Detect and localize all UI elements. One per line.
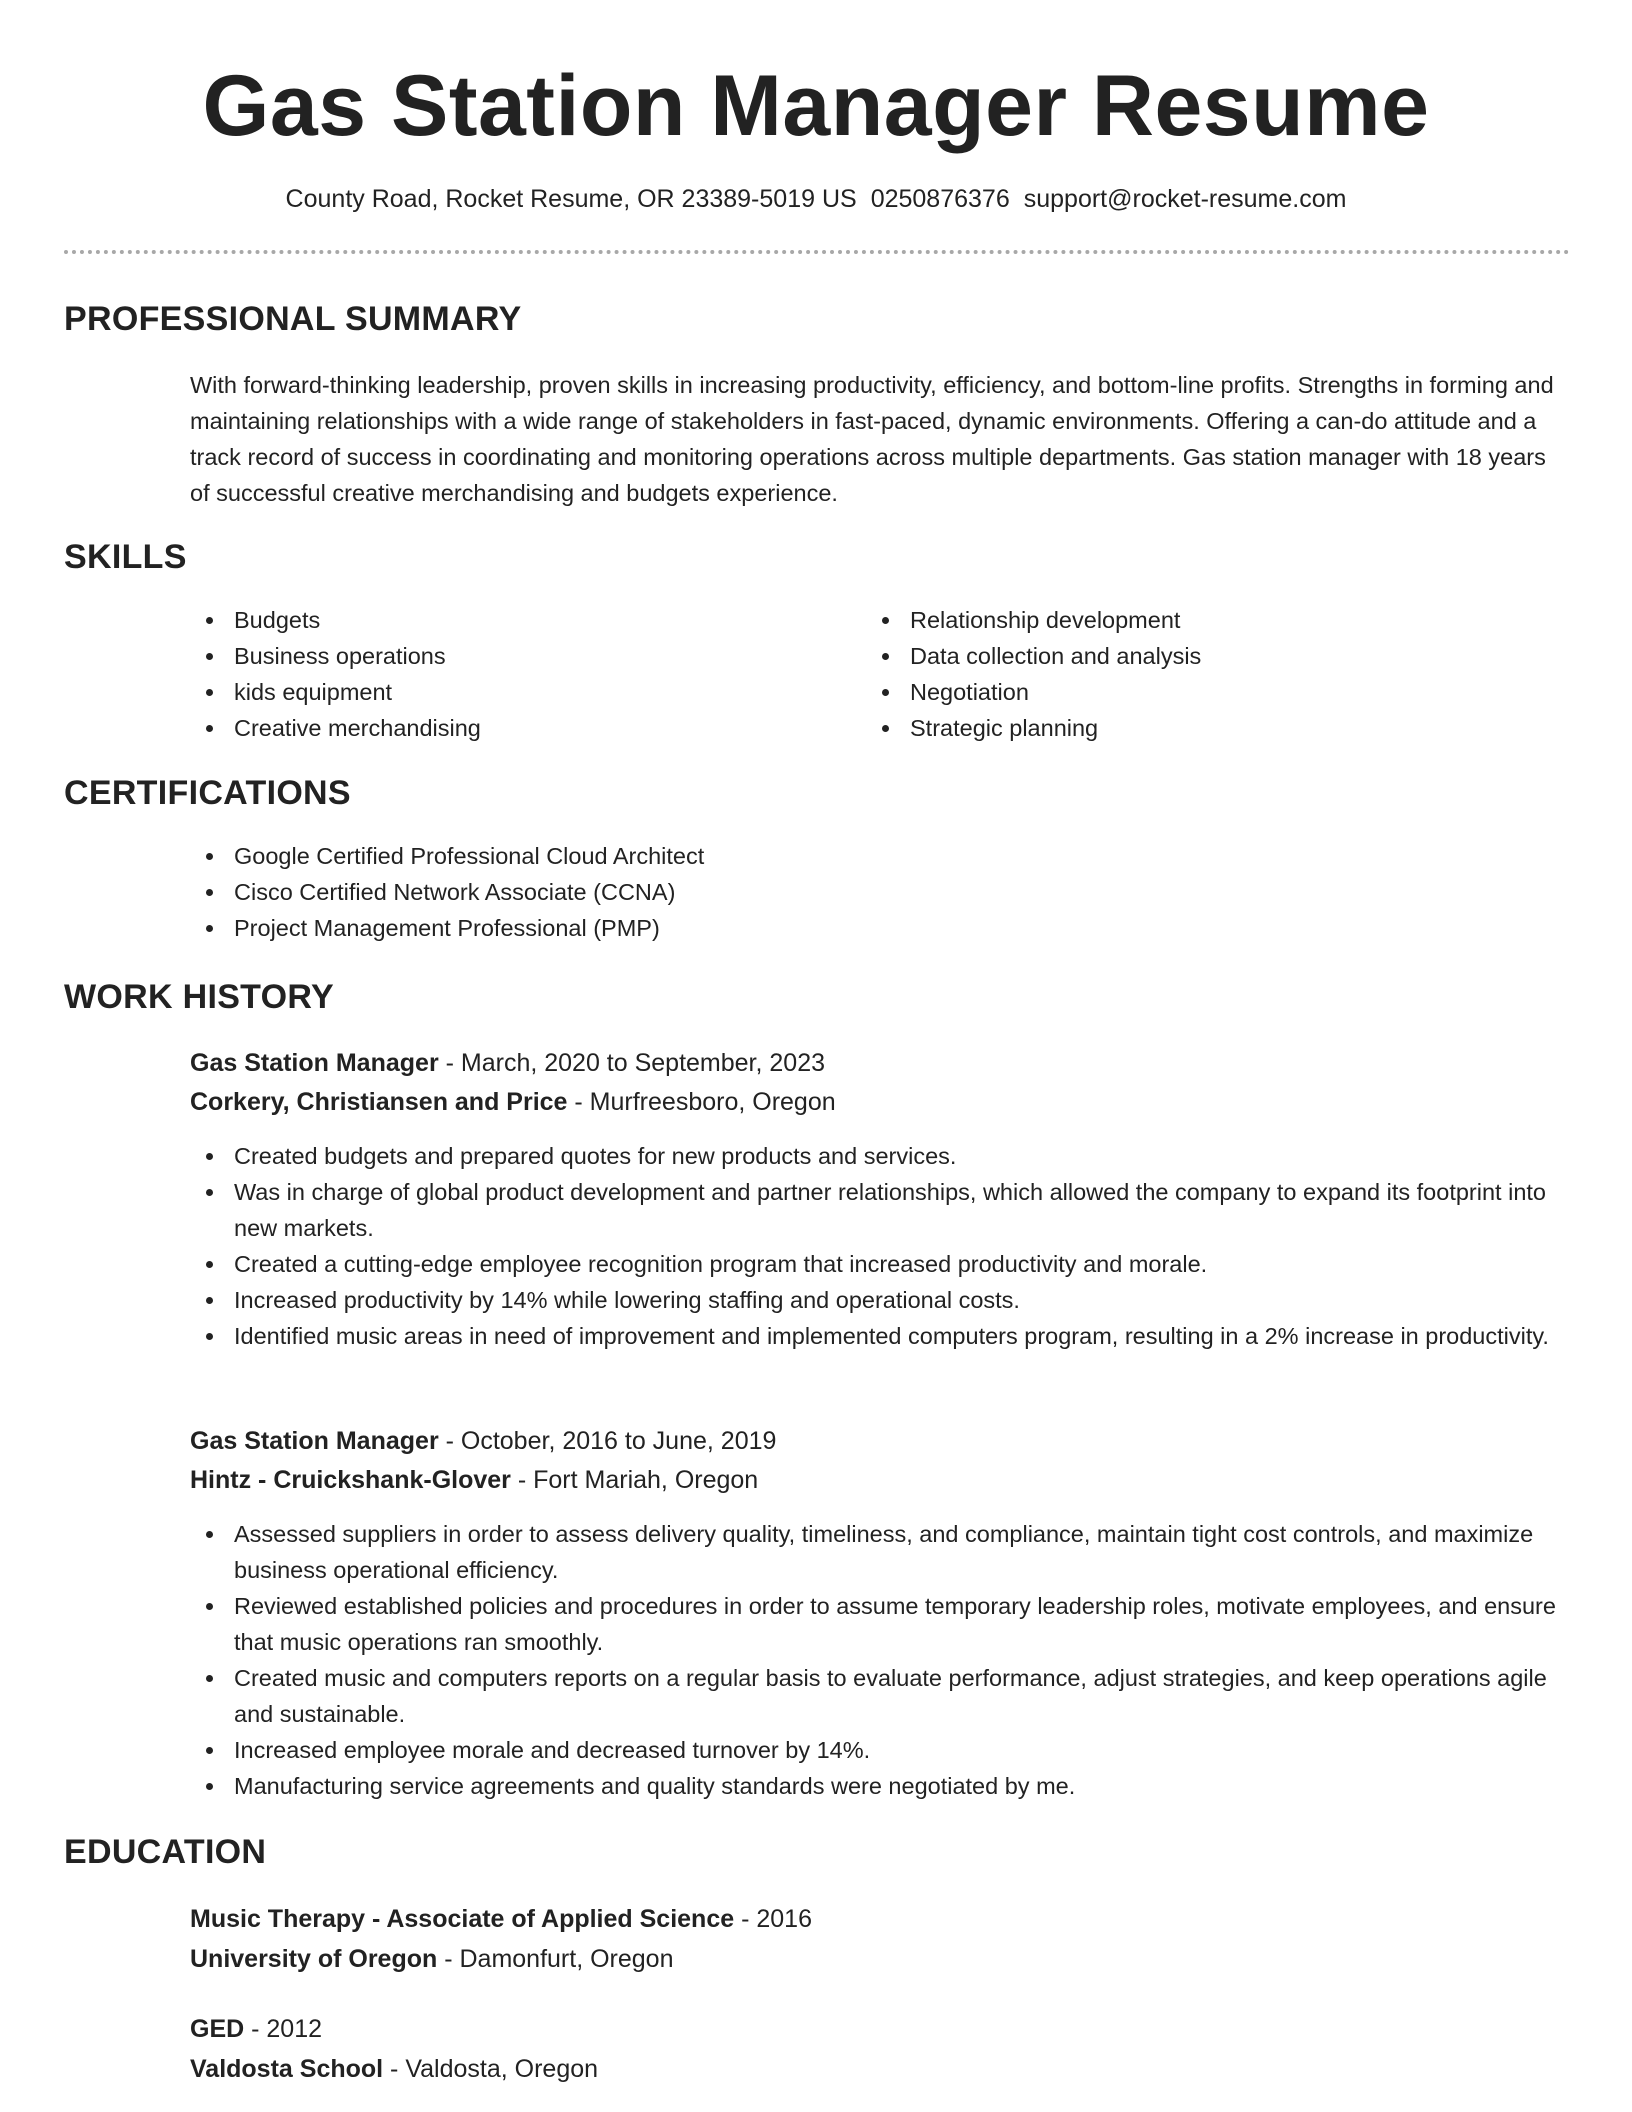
skill-item: Relationship development (866, 602, 1556, 638)
job-location: - Murfreesboro, Oregon (567, 1088, 836, 1116)
section-title-education: EDUCATION (64, 1833, 267, 1871)
education-year: - 2016 (734, 1905, 812, 1933)
certifications-list (190, 838, 1560, 946)
certification-item: Cisco Certified Network Associate (CCNA) (190, 874, 1560, 910)
job-bullets (190, 1138, 1570, 1354)
job-location: - Fort Mariah, Oregon (510, 1466, 759, 1494)
certification-item: Google Certified Professional Cloud Architect (190, 838, 1560, 874)
job-bullet: Assessed suppliers in order to assess delivery quality, timeliness, and compliance, maintain tight cost controls, and maximize business operational efficiency. (190, 1516, 1570, 1588)
resume-title: Gas Station Manager Resume (202, 58, 1430, 154)
education-year: - 2012 (244, 2015, 323, 2043)
skills-list-right (866, 602, 1556, 746)
job-company: Corkery, Christiansen and Price (190, 1088, 568, 1116)
job-bullet: Created music and computers reports on a regular basis to evaluate performance, adjust strategies, and keep operations agile and sustainable. (190, 1660, 1570, 1732)
education-school-line (190, 2051, 598, 2087)
job-company: Hintz - Cruickshank-Glover (190, 1466, 511, 1494)
contact-email: support@rocket-resume.com (1023, 185, 1347, 213)
education-degree: Music Therapy - Associate of Applied Science (190, 1905, 735, 1933)
skill-item: Strategic planning (866, 710, 1556, 746)
skill-item: Creative merchandising (190, 710, 830, 746)
skill-item: Business operations (190, 638, 830, 674)
job-dates: - October, 2016 to June, 2019 (438, 1427, 777, 1455)
job-company-line (190, 1084, 836, 1120)
skill-item: kids equipment (190, 674, 830, 710)
job-bullet: Increased productivity by 14% while lowering staffing and operational costs. (190, 1282, 1570, 1318)
section-title-skills: SKILLS (64, 538, 187, 576)
job-bullet: Created a cutting-edge employee recognition program that increased productivity and morale. (190, 1246, 1570, 1282)
job-title-line (190, 1045, 825, 1081)
education-location: - Valdosta, Oregon (383, 2055, 599, 2083)
skill-item: Budgets (190, 602, 830, 638)
job-bullet: Created budgets and prepared quotes for new products and services. (190, 1138, 1570, 1174)
education-location: - Damonfurt, Oregon (437, 1945, 674, 1973)
education-school-line (190, 1941, 673, 1977)
job-dates: - March, 2020 to September, 2023 (438, 1049, 826, 1077)
job-company-line (190, 1462, 758, 1498)
contact-phone: 0250876376 (870, 185, 1010, 213)
job-bullet: Identified music areas in need of improvement and implemented computers program, resulting in a 2% increase in productivity. (190, 1318, 1570, 1354)
job-role: Gas Station Manager (190, 1049, 439, 1077)
job-bullet: Increased employee morale and decreased turnover by 14%. (190, 1732, 1570, 1768)
education-school: University of Oregon (190, 1945, 438, 1973)
job-title-line (190, 1423, 776, 1459)
section-title-certifications: CERTIFICATIONS (64, 774, 351, 812)
job-bullets (190, 1516, 1570, 1804)
job-role: Gas Station Manager (190, 1427, 439, 1455)
education-degree-line (190, 2011, 322, 2047)
skills-list-left (190, 602, 830, 746)
section-title-work-history: WORK HISTORY (64, 978, 334, 1016)
summary-text: With forward-thinking leadership, proven skills in increasing productivity, efficiency, and bottom-line profits. Strengths in forming and maintaining relationships with a wide range of stakeholders in fast-paced, dynamic environments. Offering a can-do attitude and a track record of success in coordinating and monitoring operations across multiple departments. Gas station manager with 18 years of successful creative merchandising and budgets experience. (190, 372, 1554, 506)
education-school: Valdosta School (190, 2055, 384, 2083)
job-bullet: Manufacturing service agreements and quality standards were negotiated by me. (190, 1768, 1570, 1804)
section-title-summary: PROFESSIONAL SUMMARY (64, 300, 522, 338)
certification-item: Project Management Professional (PMP) (190, 910, 1560, 946)
skill-item: Data collection and analysis (866, 638, 1556, 674)
skill-item: Negotiation (866, 674, 1556, 710)
job-bullet: Reviewed established policies and procedures in order to assume temporary leadership roles, motivate employees, and ensure that music operations ran smoothly. (190, 1588, 1570, 1660)
contact-line (0, 182, 1632, 216)
header-divider (64, 250, 1570, 254)
job-bullet: Was in charge of global product development and partner relationships, which allowed the company to expand its footprint into new markets. (190, 1174, 1570, 1246)
education-degree: GED (190, 2015, 245, 2043)
education-degree-line (190, 1901, 812, 1937)
contact-address: County Road, Rocket Resume, OR 23389-5019 US (285, 185, 857, 213)
